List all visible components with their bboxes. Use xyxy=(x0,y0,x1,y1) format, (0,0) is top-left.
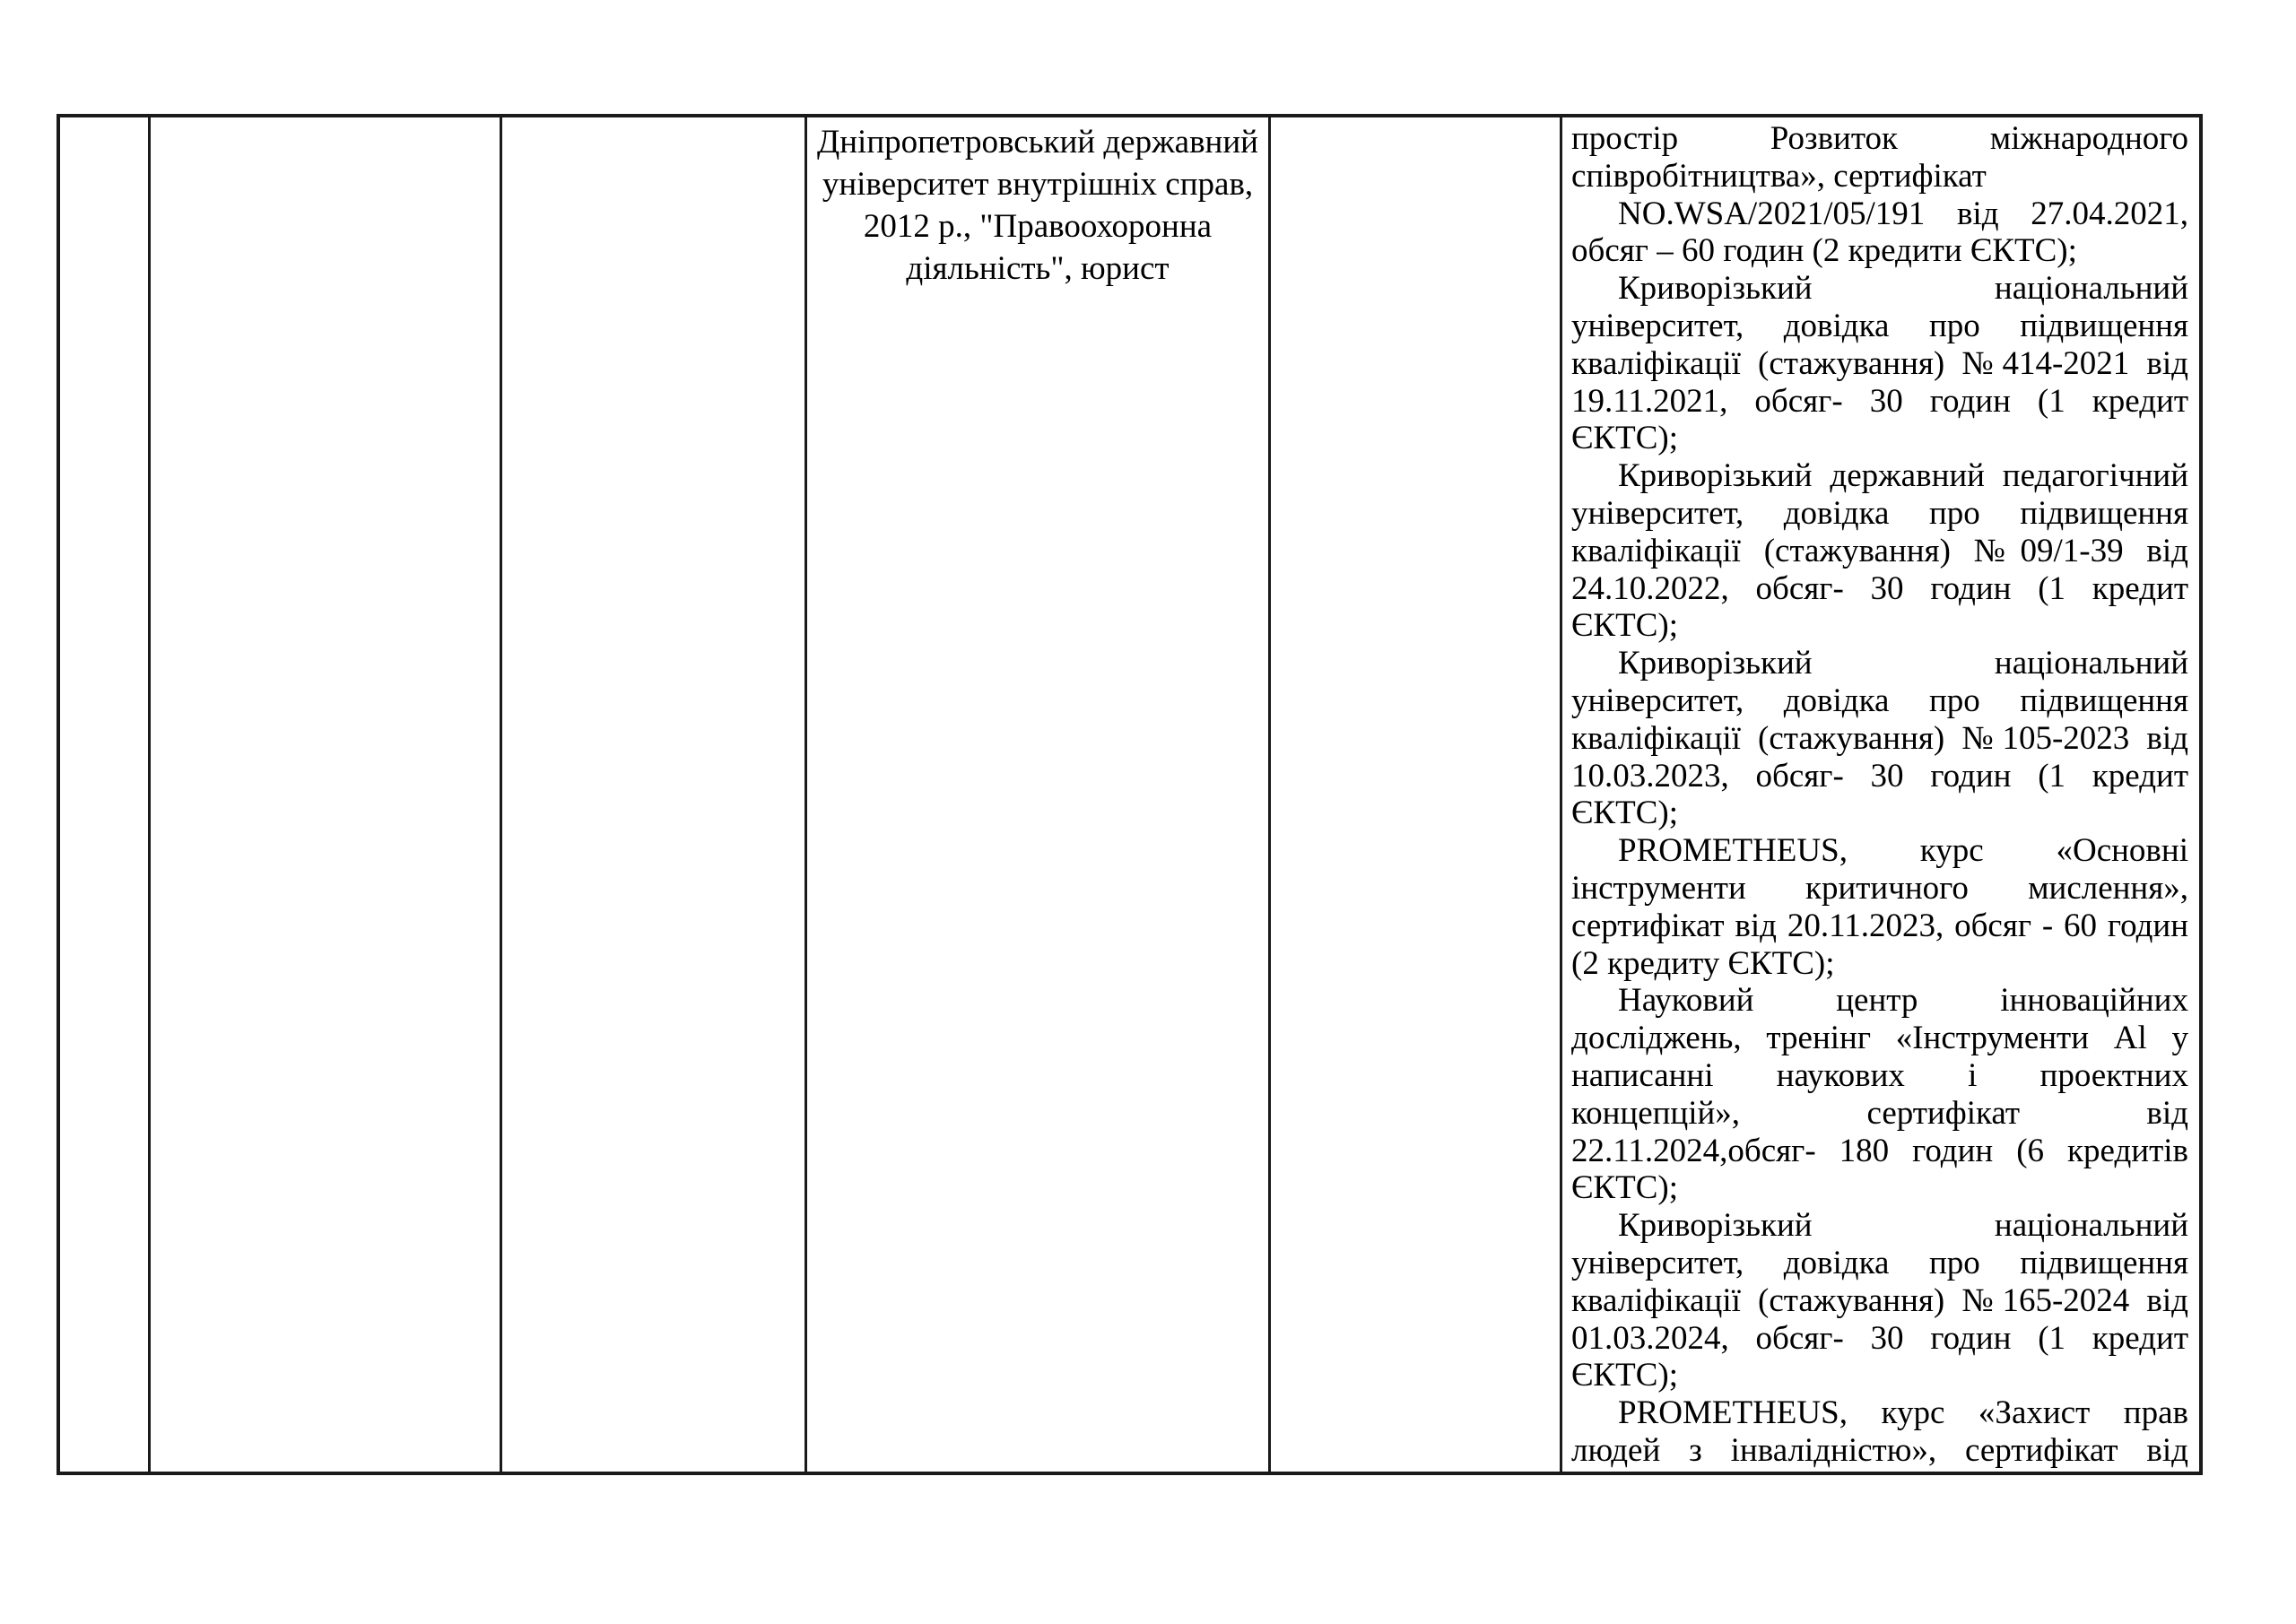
text-line: ЄКТС); xyxy=(1571,1169,1678,1207)
text-line: 10.03.2023, обсяг- 30 годин (1 кредит xyxy=(1571,757,2188,795)
text-line: ЄКТС); xyxy=(1571,607,1678,645)
text-line: кваліфікації (стажування) №105-2023 від xyxy=(1571,719,2188,757)
text-line: Науковий центр інноваційних xyxy=(1618,982,2188,1020)
text-line: університет внутрішніх справ, xyxy=(822,166,1254,203)
text-line: університет, довідка про підвищення xyxy=(1571,682,2188,719)
text-line: 22.11.2024,обсяг- 180 годин (6 кредитів xyxy=(1571,1132,2188,1169)
text-line: університет, довідка про підвищення xyxy=(1571,494,2188,532)
text-line: 19.11.2021, обсяг- 30 годин (1 кредит xyxy=(1571,382,2188,420)
text-line: 2012 р., "Правоохоронна xyxy=(863,208,1213,245)
text-line: кваліфікації (стажування) №09/1-39 від xyxy=(1571,532,2188,569)
text-line: університет, довідка про підвищення xyxy=(1571,1244,2188,1281)
text-line: ЄКТС); xyxy=(1571,1357,1678,1394)
table-cell-number xyxy=(60,117,151,1472)
table-cell-empty-5 xyxy=(1271,117,1562,1472)
education-text-block xyxy=(807,117,1268,290)
text-line: PROMETHEUS, курс «Основні xyxy=(1618,832,2188,870)
text-line: 24.10.2022, обсяг- 30 годин (1 кредит xyxy=(1571,569,2188,607)
text-line: співробітництва», сертифікат xyxy=(1571,157,1987,195)
table-cell-empty-3 xyxy=(502,117,807,1472)
text-line: обсяг – 60 годин (2 кредити ЄКТС); xyxy=(1571,232,2077,270)
text-line: діяльність", юрист xyxy=(906,250,1170,287)
text-line: PROMETHEUS, курс «Захист прав xyxy=(1618,1394,2188,1432)
text-line: 01.03.2024, обсяг- 30 годин (1 кредит xyxy=(1571,1319,2188,1357)
text-line: (2 кредиту ЄКТС); xyxy=(1571,944,1835,982)
table-cell-empty-2 xyxy=(151,117,502,1472)
text-line: сертифікат від 20.11.2023, обсяг - 60 годин xyxy=(1571,907,2188,944)
qualification-table xyxy=(57,114,2203,1475)
text-line: Криворізький національний xyxy=(1618,270,2188,308)
text-line: ЄКТС); xyxy=(1571,795,1678,832)
text-line: простір Розвиток міжнародного xyxy=(1571,120,2188,157)
text-line: Криворізький державний педагогічний xyxy=(1618,457,2188,495)
text-line: кваліфікації (стажування) №165-2024 від xyxy=(1571,1281,2188,1319)
text-line: концепцій», сертифікат від xyxy=(1571,1094,2188,1132)
text-line: університет, довідка про підвищення xyxy=(1571,307,2188,344)
text-line: написанні наукових і проектних xyxy=(1571,1056,2188,1094)
table-cell-education xyxy=(807,117,1271,1472)
text-line: людей з інвалідністю», сертифікат від xyxy=(1571,1431,2188,1469)
qualification-text-block xyxy=(1562,117,2199,1470)
text-line: Дніпропетровський державний xyxy=(817,124,1258,161)
text-line: інструменти критичного мислення», xyxy=(1571,869,2188,907)
text-line: кваліфікації (стажування) №414-2021 від xyxy=(1571,344,2188,382)
text-line: Криворізький національний xyxy=(1618,645,2188,682)
text-line: ЄКТС); xyxy=(1571,420,1678,457)
text-line: Криворізький національний xyxy=(1618,1207,2188,1245)
text-line: досліджень, тренінг «Інструменти Al у xyxy=(1571,1020,2188,1057)
text-line: NO.WSA/2021/05/191 від 27.04.2021, xyxy=(1618,195,2188,232)
table-cell-qualification xyxy=(1562,117,2199,1472)
